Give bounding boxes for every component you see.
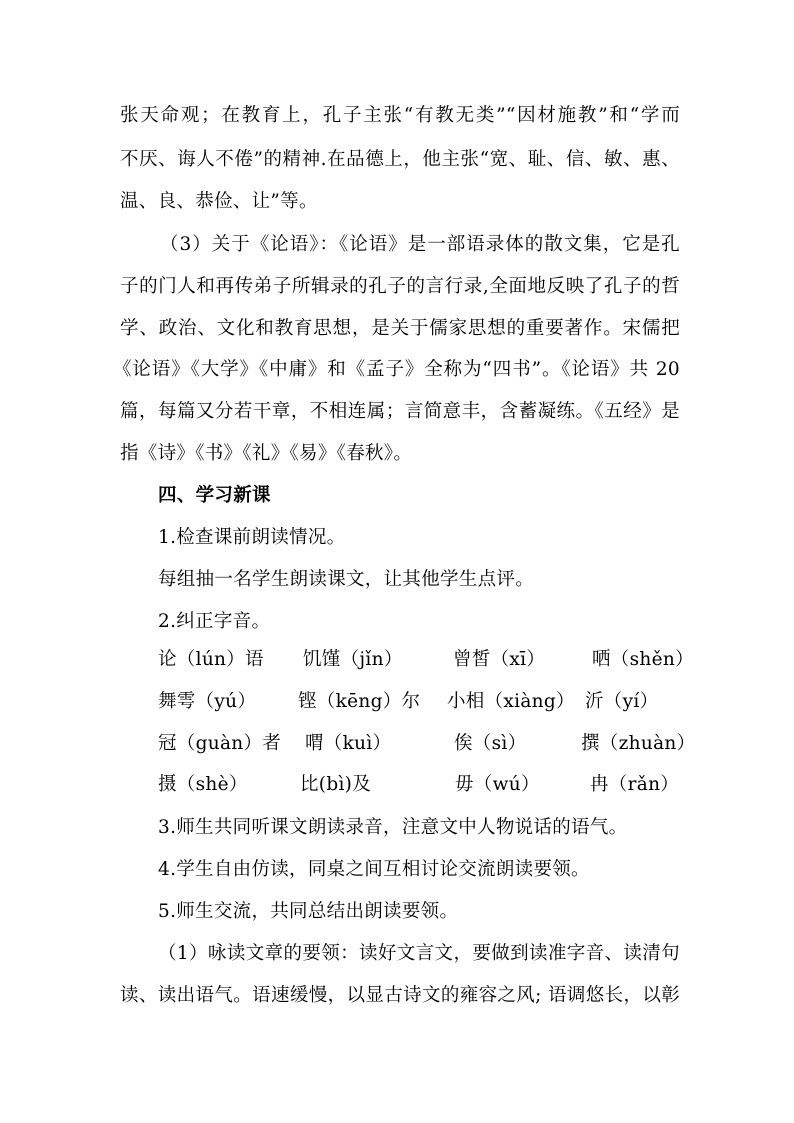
pinyin-entry: 俟（sì） [454, 733, 527, 754]
pinyin-entry: 喟（kuì） [305, 733, 392, 754]
pinyin-entry: 舞雩（yú） [158, 691, 257, 712]
list-item: 1.检查课前朗读情况。 [158, 527, 346, 548]
pinyin-entry: 比(bì)及 [300, 774, 371, 795]
paragraph-line: 子的门人和再传弟子所辑录的孔子的言行录,全面地反映了孔子的哲 [120, 276, 680, 297]
list-item-detail: 每组抽一名学生朗读课文，让其他学生点评。 [158, 569, 535, 590]
pinyin-entry: 曾皙（xī） [453, 649, 546, 670]
pinyin-entry: 哂（shěn） [592, 649, 694, 670]
pinyin-row [0, 772, 794, 798]
list-item: 5.师生交流，共同总结出朗读要领。 [158, 901, 459, 922]
pinyin-entry: 冉（rǎn） [590, 774, 680, 795]
paragraph-line: 学、政治、文化和教育思想，是关于儒家思想的重要著作。宋儒把 [120, 318, 680, 339]
paragraph-line: 温、良、恭俭、让”等。 [120, 191, 318, 212]
paragraph-line: （1）咏读文章的要领：读好文言文，要做到读准字音、读清句 [158, 943, 680, 964]
list-item: 3.师生共同听课文朗读录音，注意文中人物说话的语气。 [158, 817, 628, 838]
pinyin-row [0, 731, 794, 757]
paragraph-line: 《论语》《大学》《中庸》和《孟子》全称为“四书”。《论语》共 20 [113, 359, 680, 380]
pinyin-entry: 沂（yí） [585, 691, 659, 712]
pinyin-entry: 撰（zhuàn） [581, 733, 696, 754]
pinyin-entry: 摄（shè） [158, 774, 248, 795]
pinyin-entry: 饥馑（jǐn） [303, 649, 403, 670]
pinyin-entry: 论（lún）语 [158, 649, 264, 670]
section-heading: 四、学习新课 [158, 485, 271, 506]
paragraph-line: 不厌、诲人不倦”的精神.在品德上，他主张“宽、耻、信、敏、惠、 [120, 149, 680, 170]
pinyin-entry: 冠（guàn）者 [158, 733, 282, 754]
pinyin-entry: 毋（wú） [455, 774, 540, 795]
pinyin-row [0, 647, 794, 673]
paragraph-line: 张天命观；在教育上，孔子主张“有教无类”“因材施教”和“学而 [120, 105, 680, 126]
paragraph-line: 篇，每篇又分若干章，不相连属；言简意丰，含蓄凝练。《五经》是 [120, 401, 680, 422]
pinyin-entry: 小相（xiàng） [447, 691, 575, 712]
paragraph-line: 读、读出语气。语速缓慢，以显古诗文的雍容之风; 语调悠长，以彰 [120, 985, 680, 1006]
list-item: 2.纠正字音。 [158, 611, 271, 632]
pinyin-row [0, 689, 794, 715]
paragraph-line: 指《诗》《书》《礼》《易》《春秋》。 [120, 443, 413, 464]
list-item: 4.学生自由仿读，同桌之间互相讨论交流朗读要领。 [158, 859, 590, 880]
pinyin-entry: 铿（kēng）尔 [298, 691, 421, 712]
paragraph-line: （3）关于《论语》：《论语》是一部语录体的散文集，它是孔 [160, 234, 680, 255]
